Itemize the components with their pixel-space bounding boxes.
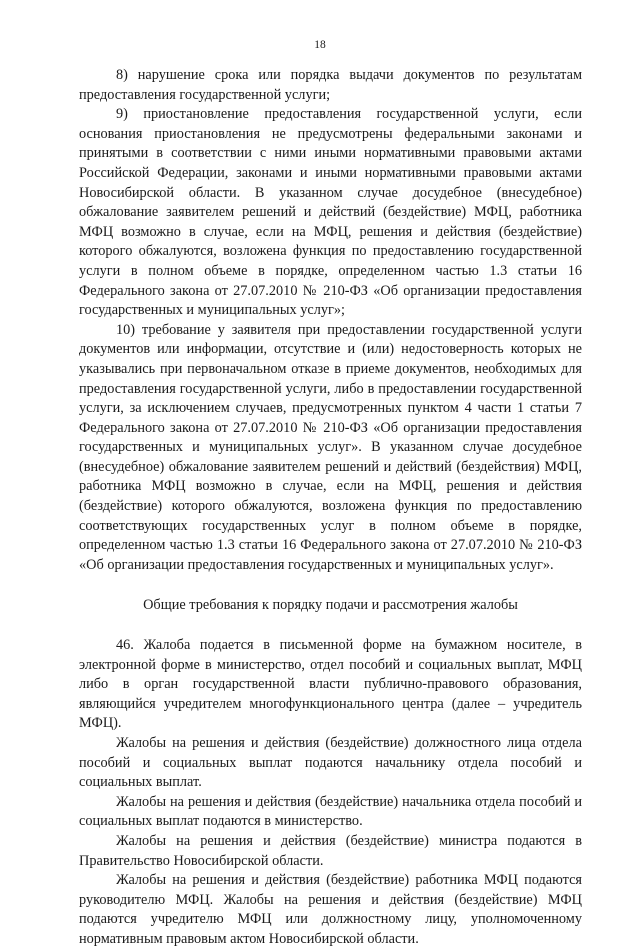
paragraph-complaint-mfc: Жалобы на решения и действия (бездействие) работника МФЦ подаются руководителю МФЦ. Жалобы на решения и действия (бездействие) МФЦ подаются учредителю МФЦ или должностному лицу, уполномоченному нормативным правовым актом Новосибирской области. [79,872,582,947]
paragraph-46: 46. Жалоба подается в письменной форме на бумажном носителе, в электронной форме в министерство, отдел пособий и социальных выплат, МФЦ либо в орган государственной власти публично-правового образования, являющийся учредителем многофункционального центра (далее – учредитель МФЦ). [79,637,582,732]
paragraph-complaint-minister: Жалобы на решения и действия (бездействие) министра подаются в Правительство Новосибирской области. [79,832,582,869]
paragraph-complaint-officer: Жалобы на решения и действия (бездействие) должностного лица отдела пособий и социальных выплат подаются начальнику отдела пособий и социальных выплат. [79,735,582,791]
page-number: 18 [314,39,326,51]
document-body [79,66,582,950]
paragraph-item-8: 8) нарушение срока или порядка выдачи документов по результатам предоставления государственной услуги; [79,67,582,103]
section-heading: Общие требования к порядку подачи и рассмотрения жалобы [143,597,518,614]
section-heading-wrap [79,575,582,636]
paragraph-item-9: 9) приостановление предоставления государственной услуги, если основания приостановления не предусмотрены федеральными законами и принятыми в соответствии с ними иными нормативными правовыми актами Российской Федерации, законами и иными нормативными правовыми актами Новосибирской области. В указанном случае досудебное (внесудебное) обжалование заявителем решений и действий (бездействие) МФЦ, работника МФЦ возможно в случае, если на МФЦ, решения и действия (бездействие) которого обжалуются, возложена функция по предоставлению государственной услуги в полном объеме в порядке, определенном частью 1.3 статьи 16 Федерального закона от 27.07.2010 № 210-ФЗ «Об организации предоставления государственных и муниципальных услуг»; [79,106,582,319]
paragraph-item-10: 10) требование у заявителя при предоставлении государственной услуги документов или информации, отсутствие и (или) недостоверность которых не указывались при первоначальном отказе в приеме документов, необходимых для предоставления государственной услуги, либо в предоставлении государственной услуги, за исключением случаев, предусмотренных пунктом 4 части 1 статьи 7 Федерального закона от 27.07.2010 № 210-ФЗ «Об организации предоставления государственных и муниципальных услуг». В указанном случае досудебное (внесудебное) обжалование заявителем решений и действий (бездействия) МФЦ, работника МФЦ возможно в случае, если на МФЦ, решения и действия (бездействие) которого обжалуются, возложена функция по предоставлению соответствующих государственных услуг в полном объеме в порядке, определенном частью 1.3 статьи 16 Федерального закона от 27.07.2010 № 210-ФЗ «Об организации предоставления государственных и муниципальных услуг». [79,321,582,573]
paragraph-complaint-head: Жалобы на решения и действия (бездействие) начальника отдела пособий и социальных выплат подаются в министерство. [79,793,582,830]
